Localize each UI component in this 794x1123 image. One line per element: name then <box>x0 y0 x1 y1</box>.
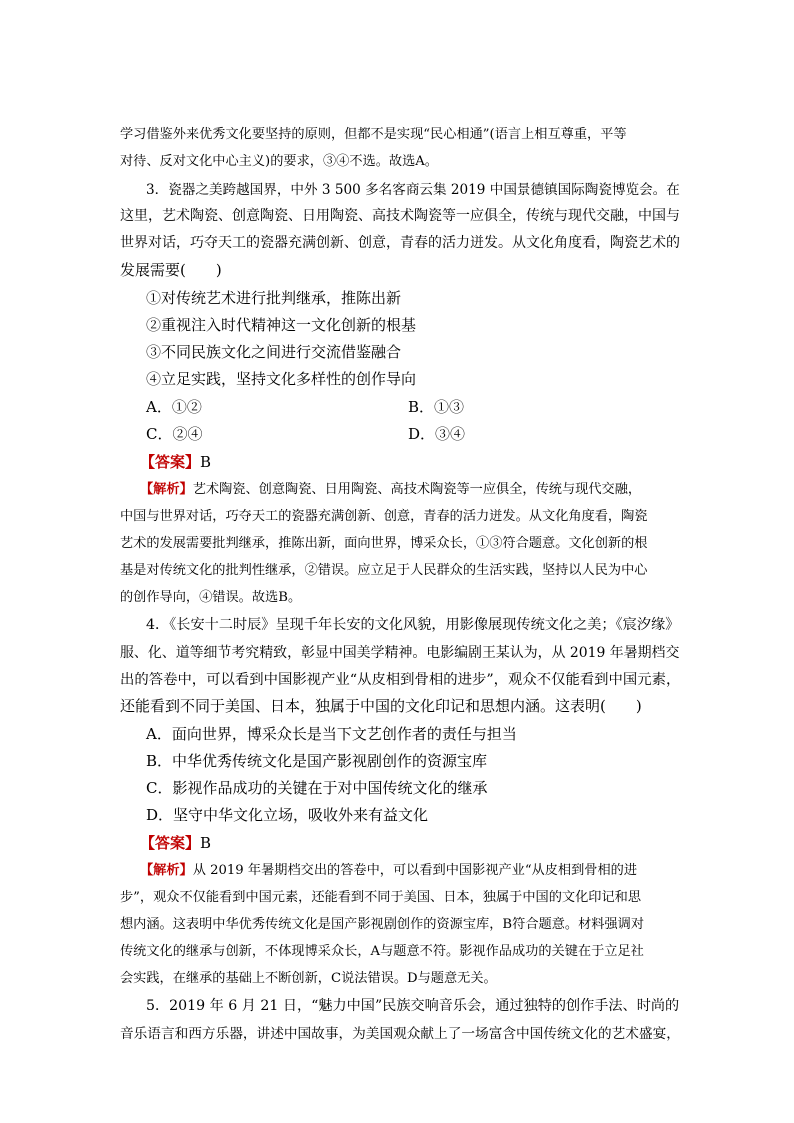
q3-option-c: C．②④ <box>146 425 203 443</box>
q3-item: ①对传统艺术进行批判继承，推陈出新 <box>146 289 402 307</box>
q3-analysis-line <box>140 478 641 497</box>
q3-option-b: B．①③ <box>408 398 465 416</box>
q4-analysis-line: 传统文化的继承与创新，不体现博采众长，A与题意不符。影视作品成功的关键在于立足社 <box>120 944 644 959</box>
analysis-tag: 【解析】 <box>140 482 193 497</box>
q5-stem-line: 5．2019 年 6 月 21 日，“魅力中国”民族交响音乐会，通过独特的创作手法、时尚的 <box>146 998 680 1014</box>
q4-analysis-line <box>140 859 637 878</box>
q3-analysis-line: 的创作导向，④错误。故选B。 <box>120 590 302 605</box>
q4-option-b: B．中华优秀传统文化是国产影视剧创作的资源宝库 <box>146 752 488 770</box>
q3-stem-line: 世界对话，巧夺天工的瓷器充满创新、创意，青春的活力迸发。从文化角度看，陶瓷艺术的 <box>120 235 680 251</box>
q3-stem-line: 3．瓷器之美跨越国界，中外 3 500 多名客商云集 2019 中国景德镇国际陶瓷博览会。在 <box>146 182 680 198</box>
q3-item: ③不同民族文化之间进行交流借鉴融合 <box>146 343 402 361</box>
q4-stem-line: 4．《长安十二时辰》呈现千年长安的文化风貌，用影像展现传统文化之美；《宸汐缘》 <box>146 617 680 633</box>
q4-option-c: C．影视作品成功的关键在于对中国传统文化的继承 <box>146 779 488 797</box>
q3-item: ②重视注入时代精神这一文化创新的根基 <box>146 316 417 334</box>
answer-value: B <box>200 453 212 471</box>
q3-stem-line: 发展需要( ) <box>120 261 222 279</box>
q3-option-d: D．③④ <box>408 425 466 443</box>
q3-item: ④立足实践，坚持文化多样性的创作导向 <box>146 370 417 388</box>
q5-stem-line: 音乐语言和西方乐器，讲述中国故事，为美国观众献上了一场富含中国传统文化的艺术盛宴， <box>120 1026 680 1042</box>
answer-value: B <box>200 834 212 852</box>
intro-line: 对待、反对文化中心主义)的要求，③④不选。故选A。 <box>120 154 438 169</box>
q3-analysis-line: 艺术的发展需要批判继承，推陈出新，面向世界，博采众长，①③符合题意。文化创新的根 <box>120 536 648 551</box>
q4-analysis-line: 会实践，在继承的基础上不断创新，C说法错误。D与题意无关。 <box>120 971 497 986</box>
answer-tag: 【答案】 <box>140 834 201 852</box>
q3-stem-line: 这里，艺术陶瓷、创意陶瓷、日用陶瓷、高技术陶瓷等一应俱全，传统与现代交融，中国与 <box>120 208 680 224</box>
q4-answer <box>140 832 211 853</box>
q4-option-a: A．面向世界，博采众长是当下文艺创作者的责任与担当 <box>146 725 517 743</box>
q3-analysis-line: 中国与世界对话，巧夺天工的瓷器充满创新、创意，青春的活力迸发。从文化角度看，陶瓷 <box>120 509 648 524</box>
analysis-text: 艺术陶瓷、创意陶瓷、日用陶瓷、高技术陶瓷等一应俱全，传统与现代交融， <box>192 482 642 497</box>
q4-analysis-line: 步”，观众不仅能看到中国元素，还能看到不同于美国、日本，独属于中国的文化印记和思 <box>120 890 642 905</box>
q4-analysis-line: 想内涵。这表明中华优秀传统文化是国产影视剧创作的资源宝库，B符合题意。材料强调对 <box>120 917 644 932</box>
q4-option-d: D．坚守中华文化立场，吸收外来有益文化 <box>146 806 429 824</box>
q4-stem-line: 还能看到不同于美国、日本，独属于中国的文化印记和思想内涵。这表明( ) <box>120 697 642 715</box>
q4-stem-line: 服、化、道等细节考究精致，彰显中国美学精神。电影编剧王某认为，从 2019 年暑期档交 <box>120 645 680 661</box>
q3-answer <box>140 451 211 472</box>
answer-tag: 【答案】 <box>140 453 201 471</box>
intro-line: 学习借鉴外来优秀文化要坚持的原则，但都不是实现“民心相通”(语言上相互尊重，平等 <box>120 127 627 142</box>
analysis-text: 从 2019 年暑期档交出的答卷中，可以看到中国影视产业“从皮相到骨相的进 <box>192 863 638 878</box>
q3-analysis-line: 基是对传统文化的批判性继承，②错误。应立足于人民群众的生活实践，坚持以人民为中心 <box>120 563 648 578</box>
q3-option-a: A．①② <box>146 398 202 416</box>
analysis-tag: 【解析】 <box>140 863 193 878</box>
q4-stem-line: 出的答卷中，可以看到中国影视产业“从皮相到骨相的进步”，观众不仅能看到中国元素， <box>120 672 681 688</box>
